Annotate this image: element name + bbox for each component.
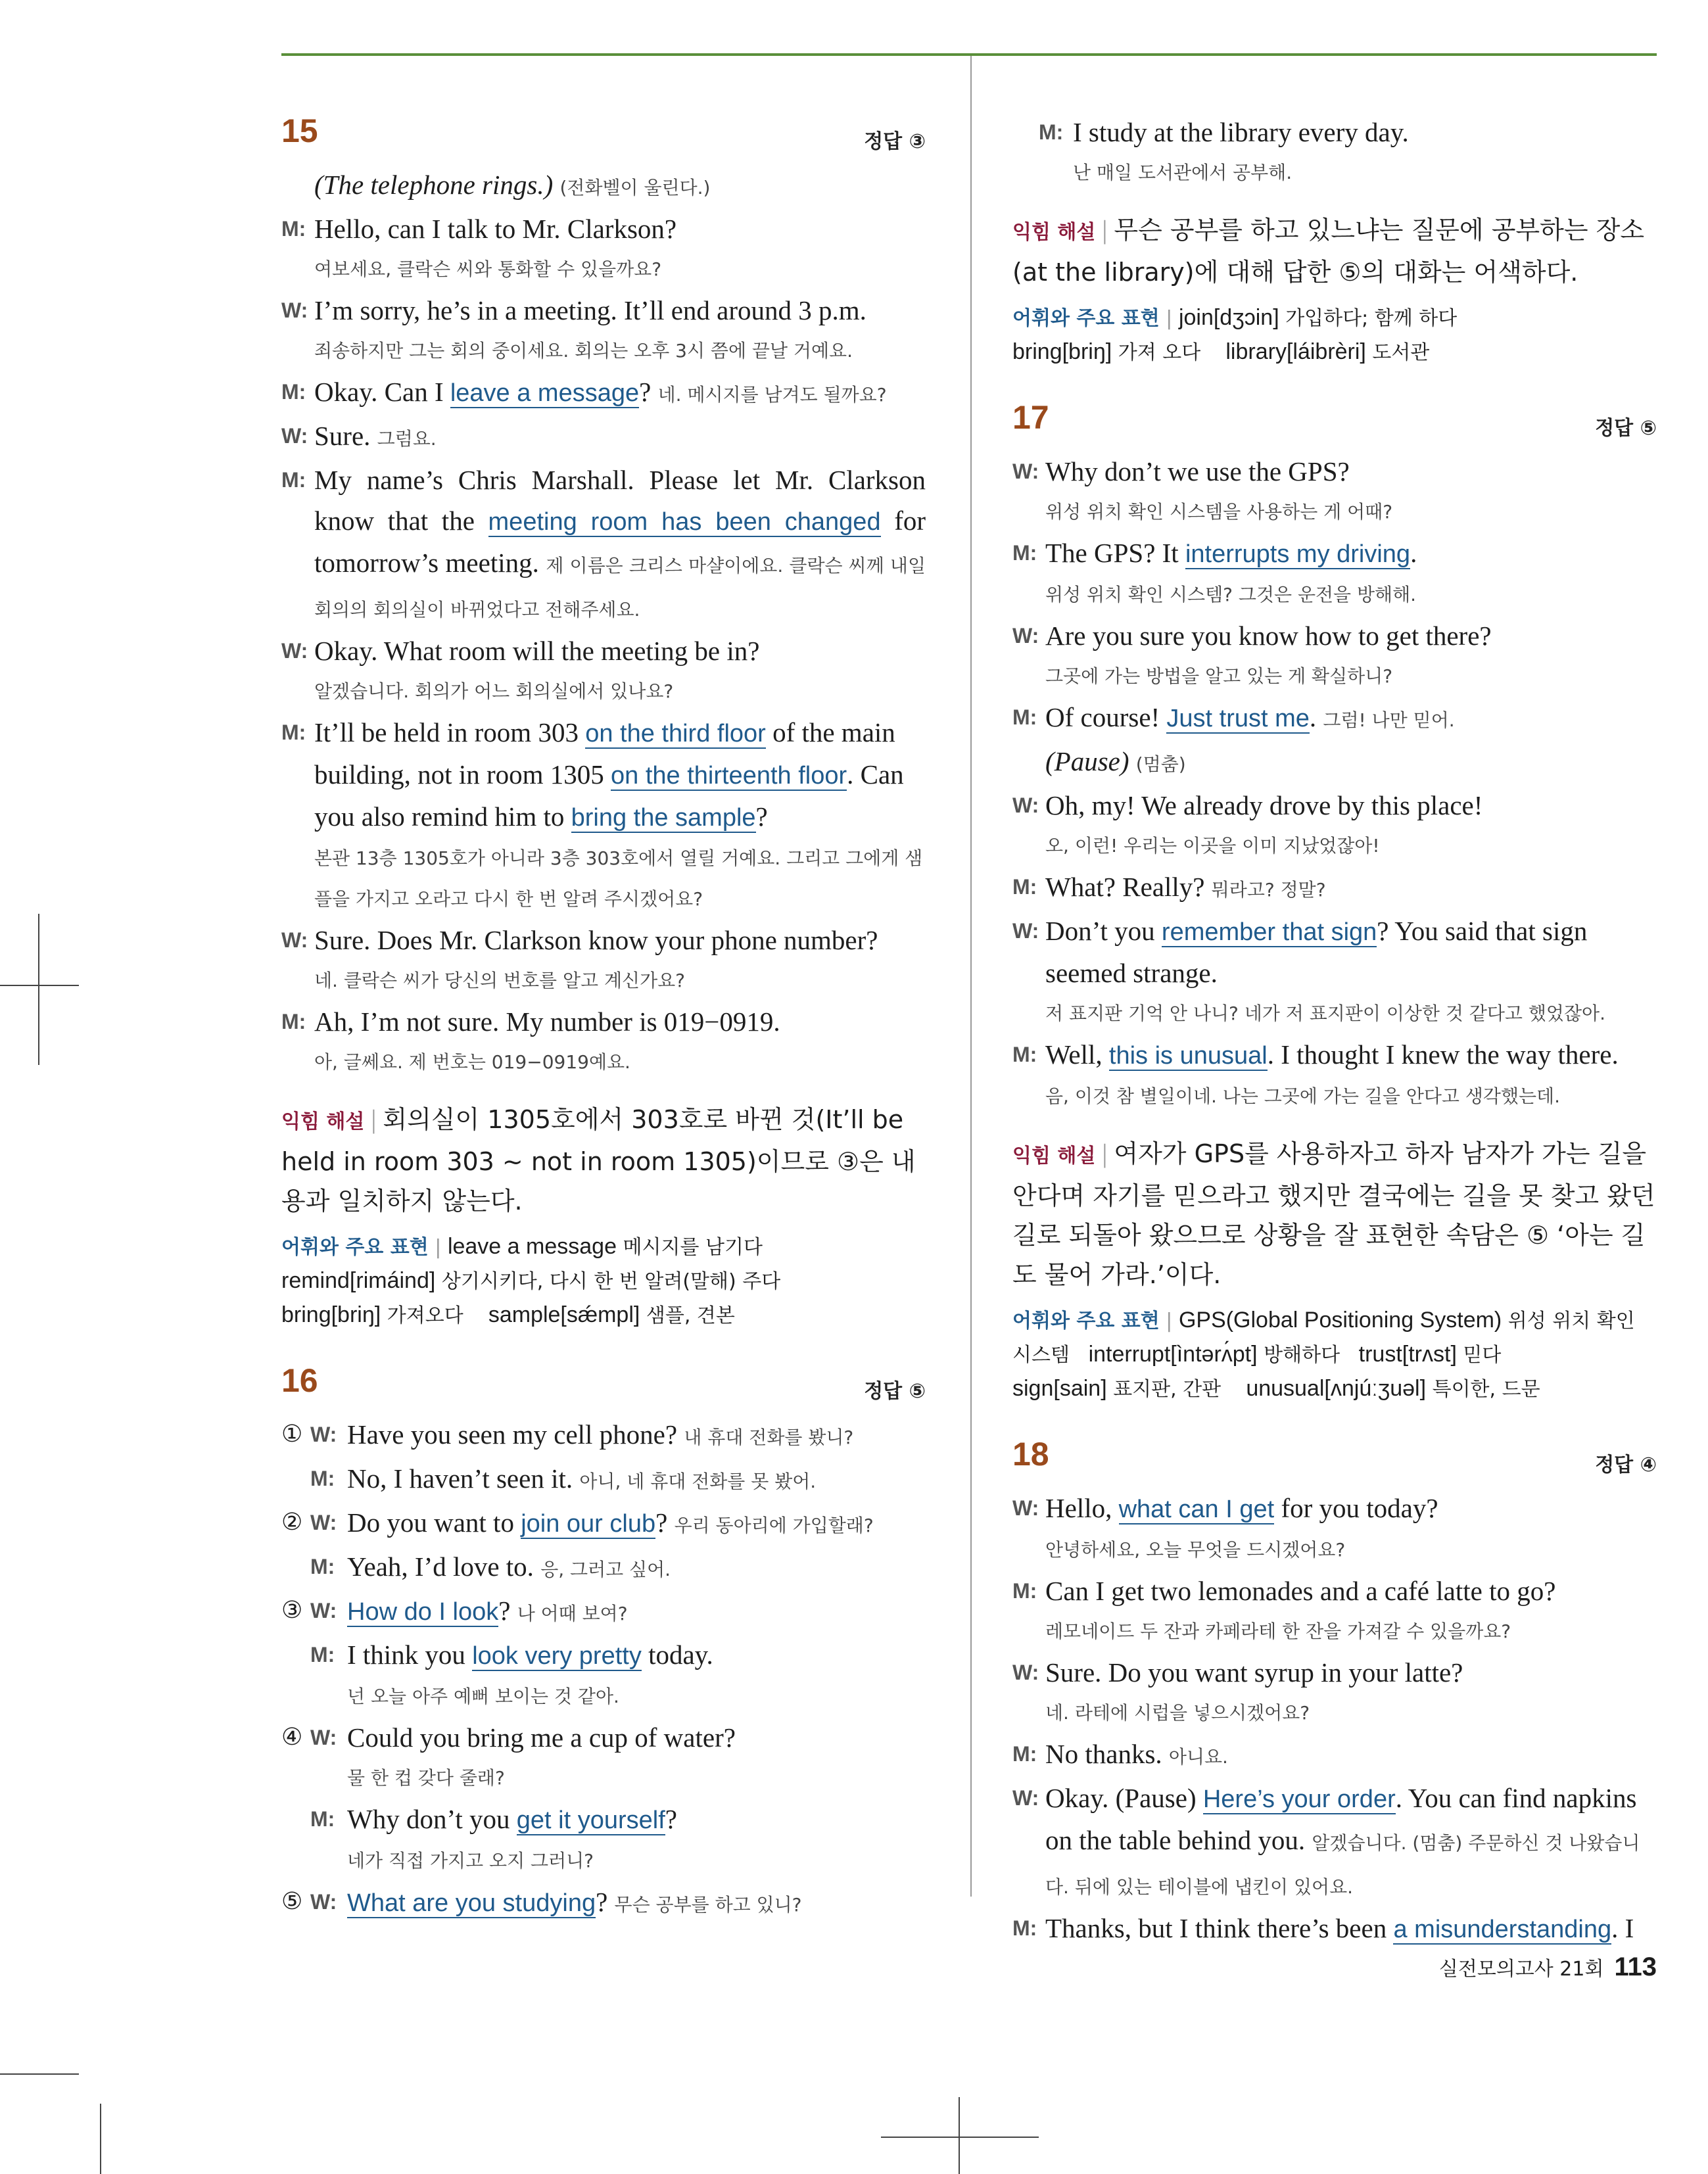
- vocabulary: 어휘와 주요 표현 | leave a message 메시지를 남기다 remind[rimáind] 상기시키다, 다시 한 번 알려(말해) 주다 bring[briŋ] 가져오다 sample[sǽmpl] 샘플, 견본: [281, 1234, 781, 1327]
- option-line: M: No, I haven’t seen it. 아니, 네 휴대 전화를 못 봤어.: [310, 1463, 817, 1494]
- explanation: 익힘 해설 | 여자가 GPS를 사용하자고 하자 남자가 가는 길을 안다며 자기를 믿으라고 했지만 결국에는 길을 못 찾고 왔던 길로 되돌아 왔으므로 상황을 잘 표현한 속담은 ⑤ ‘아는 길도 물어 가라.’이다.: [1012, 1139, 1655, 1289]
- dialogue-line: W: Don’t you remember that sign? You said that sign seemed strange. 저 표지판 기억 안 나니? 네가 저 표지판이 이상한 것 같다고 했었잖아.: [1012, 916, 1605, 1024]
- dialogue-line: M: No thanks. 아니요.: [1012, 1739, 1228, 1769]
- blank-answer: interrupts my driving: [1185, 540, 1411, 568]
- dialogue-line: W: Okay. (Pause) Here’s your order. You can find napkins on the table behind you. 알겠습니다. (멈춤) 주문하신 것 나왔습니다. 뒤에 있는 테이블에 냅킨이 있어요.: [1012, 1783, 1640, 1898]
- footer-label: 실전모의고사 21회: [1438, 1958, 1604, 1981]
- dialogue-line: M: What? Really? 뭐라고? 정말?: [1012, 872, 1326, 902]
- dialogue-line: W: I’m sorry, he’s in a meeting. It’ll end around 3 p.m. 죄송하지만 그는 회의 중이세요. 회의는 오후 3시 쯤에 끝날 거예요.: [281, 295, 866, 362]
- registration-mark: [100, 2104, 101, 2174]
- blank-answer: this is unusual: [1108, 1042, 1268, 1070]
- dialogue-line: W: Sure. Do you want syrup in your latte? 네. 라테에 시럽을 넣으시겠어요?: [1012, 1657, 1463, 1724]
- dialogue-line: W: Sure. 그럼요.: [281, 421, 437, 451]
- dialogue-line: M: Hello, can I talk to Mr. Clarkson? 여보세요, 클락슨 씨와 통화할 수 있을까요?: [281, 214, 677, 280]
- question-number: 18: [1012, 1436, 1049, 1473]
- answer-label: 정답 ⑤: [864, 1380, 926, 1403]
- registration-mark: [959, 2097, 960, 2174]
- option-line: ⑤ W: What are you studying? 무슨 공부를 하고 있니?: [281, 1887, 802, 1917]
- answer-label: 정답 ④: [1595, 1453, 1657, 1477]
- dialogue-line: M: Well, this is unusual. I thought I knew the way there. 음, 이것 참 별일이네. 나는 그곳에 가는 길을 안다고 생각했는데.: [1012, 1039, 1619, 1107]
- top-rule: [281, 53, 1657, 56]
- registration-mark: [0, 985, 79, 986]
- blank-answer: on the thirteenth floor: [611, 762, 847, 790]
- blank-answer: Here’s your order: [1202, 1785, 1396, 1813]
- option-line: M: I think you look very pretty today. 넌 오늘 아주 예뻐 보이는 것 같아.: [310, 1640, 713, 1707]
- registration-mark: [881, 2137, 1039, 2138]
- option-line: M: I study at the library every day. 난 매일 도서관에서 공부해.: [1039, 117, 1409, 183]
- column-divider: [970, 56, 972, 1897]
- dialogue-line: M: My name’s Chris Marshall. Please let Mr. Clarkson know that the meeting room has been changed for tomorrow’s meeting. 제 이름은 크리스 마샬이에요. 클락슨 씨께 내일 회의의 회의실이 바뀌었다고 전해주세요.: [281, 465, 926, 621]
- dialogue-line: M: Okay. Can I leave a message? 네. 메시지를 남겨도 될까요?: [281, 377, 887, 407]
- blank-answer: look very pretty: [472, 1642, 642, 1670]
- blank-answer: remember that sign: [1161, 918, 1377, 946]
- option-line: ① W: Have you seen my cell phone? 내 휴대 전화를 봤니?: [281, 1419, 854, 1450]
- answer-label: 정답 ③: [864, 130, 926, 153]
- explanation: 익힘 해설 | 회의실이 1305호에서 303호로 바뀐 것(It’ll be held in room 303 ~ not in room 1305)이므로 ③은 내용과 일치하지 않는다.: [281, 1104, 916, 1216]
- blank-answer: what can I get: [1118, 1496, 1275, 1523]
- registration-mark: [0, 2073, 79, 2075]
- question-number: 15: [281, 112, 318, 149]
- answer-label: 정답 ⑤: [1595, 417, 1657, 440]
- option-line: M: Why don’t you get it yourself? 네가 직접 가지고 오지 그러니?: [310, 1804, 677, 1872]
- page-footer: [1439, 1952, 1657, 1982]
- blank-answer: bring the sample: [571, 804, 756, 832]
- question-number: 16: [281, 1362, 318, 1399]
- option-line: ③ W: How do I look? 나 어때 보여?: [281, 1595, 628, 1626]
- vocabulary: 어휘와 주요 표현 | GPS(Global Positioning System) 위성 위치 확인 시스템 interrupt[ìntərʌ́pt] 방해하다 trust[trʌst] 믿다 sign[sain] 표지판, 간판 unusual[ʌnjúːʒuəl] 특이한, 드문: [1012, 1308, 1635, 1401]
- dialogue-line: M: Thanks, but I think there’s been a misunderstanding. I: [1012, 1913, 1634, 1943]
- question-15-header: [281, 112, 926, 164]
- dialogue-line: W: Sure. Does Mr. Clarkson know your phone number? 네. 클락슨 씨가 당신의 번호를 알고 계신가요?: [281, 925, 878, 991]
- vocabulary: 어휘와 주요 표현 | join[dʒɔin] 가입하다; 함께 하다 bring[briŋ] 가져 오다 library[láibrèri] 도서관: [1012, 305, 1458, 364]
- stage-direction: (The telephone rings.) (전화벨이 울린다.): [314, 170, 711, 200]
- blank-answer: leave a message: [450, 379, 640, 407]
- right-column: [1012, 112, 1657, 1950]
- option-line: ④ W: Could you bring me a cup of water? 물 한 컵 갖다 줄래?: [281, 1722, 736, 1789]
- question-16-header: [281, 1361, 926, 1414]
- dialogue-line: M: The GPS? It interrupts my driving. 위성 위치 확인 시스템? 그것은 운전을 방해해.: [1012, 538, 1417, 605]
- blank-answer: What are you studying: [347, 1889, 596, 1917]
- dialogue-line: M: Can I get two lemonades and a café latte to go? 레모네이드 두 잔과 카페라테 한 잔을 가져갈 수 있을까요?: [1012, 1576, 1556, 1642]
- dialogue-line: W: Why don’t we use the GPS? 위성 위치 확인 시스템을 사용하는 게 어때?: [1012, 456, 1393, 523]
- registration-mark: [38, 914, 39, 1065]
- question-number: 17: [1012, 399, 1049, 436]
- blank-answer: a misunderstanding: [1393, 1916, 1612, 1943]
- dialogue-line: W: Hello, what can I get for you today? 안녕하세요, 오늘 무엇을 드시겠어요?: [1012, 1493, 1438, 1561]
- blank-answer: join our club: [521, 1510, 656, 1538]
- option-line: ② W: Do you want to join our club? 우리 동아리에 가입할래?: [281, 1507, 874, 1538]
- blank-answer: Just trust me: [1166, 705, 1310, 732]
- question-17-header: [1012, 398, 1657, 451]
- dialogue-line: W: Okay. What room will the meeting be in? 알겠습니다. 회의가 어느 회의실에서 있나요?: [281, 636, 760, 702]
- blank-answer: How do I look: [347, 1598, 499, 1626]
- option-line: M: Yeah, I’d love to. 응, 그러고 싶어.: [310, 1551, 671, 1582]
- blank-answer: get it yourself: [516, 1807, 665, 1834]
- page-number: 113: [1614, 1952, 1657, 1981]
- dialogue-line: W: Oh, my! We already drove by this place! 오, 이런! 우리는 이곳을 이미 지났었잖아!: [1012, 790, 1483, 857]
- dialogue-line: M: It’ll be held in room 303 on the third floor of the main building, not in room 1305 on the thirteenth floor. Can you also remind him to bring the sample? 본관 13층 1305호가 아니라 3층 303호에서 열릴 거예요. 그리고 그에게 샘플을 가지고 오라고 다시 한 번 알려 주시겠어요?: [281, 717, 923, 910]
- left-column: [281, 99, 926, 1926]
- dialogue-line: W: Are you sure you know how to get there? 그곳에 가는 방법을 알고 있는 게 확실하니?: [1012, 621, 1492, 687]
- dialogue-line: M: Ah, I’m not sure. My number is 019−0919. 아, 글쎄요. 제 번호는 019−0919예요.: [281, 1006, 780, 1073]
- blank-answer: meeting room has been changed: [488, 508, 881, 536]
- dialogue-line: M: Of course! Just trust me. 그럼! 나만 믿어. (Pause) (멈춤): [1012, 702, 1455, 776]
- question-18-header: [1012, 1435, 1657, 1488]
- explanation: 익힘 해설 | 무슨 공부를 하고 있느냐는 질문에 공부하는 장소(at the library)에 대해 답한 ⑤의 대화는 어색하다.: [1012, 215, 1645, 287]
- blank-answer: on the third floor: [585, 720, 766, 747]
